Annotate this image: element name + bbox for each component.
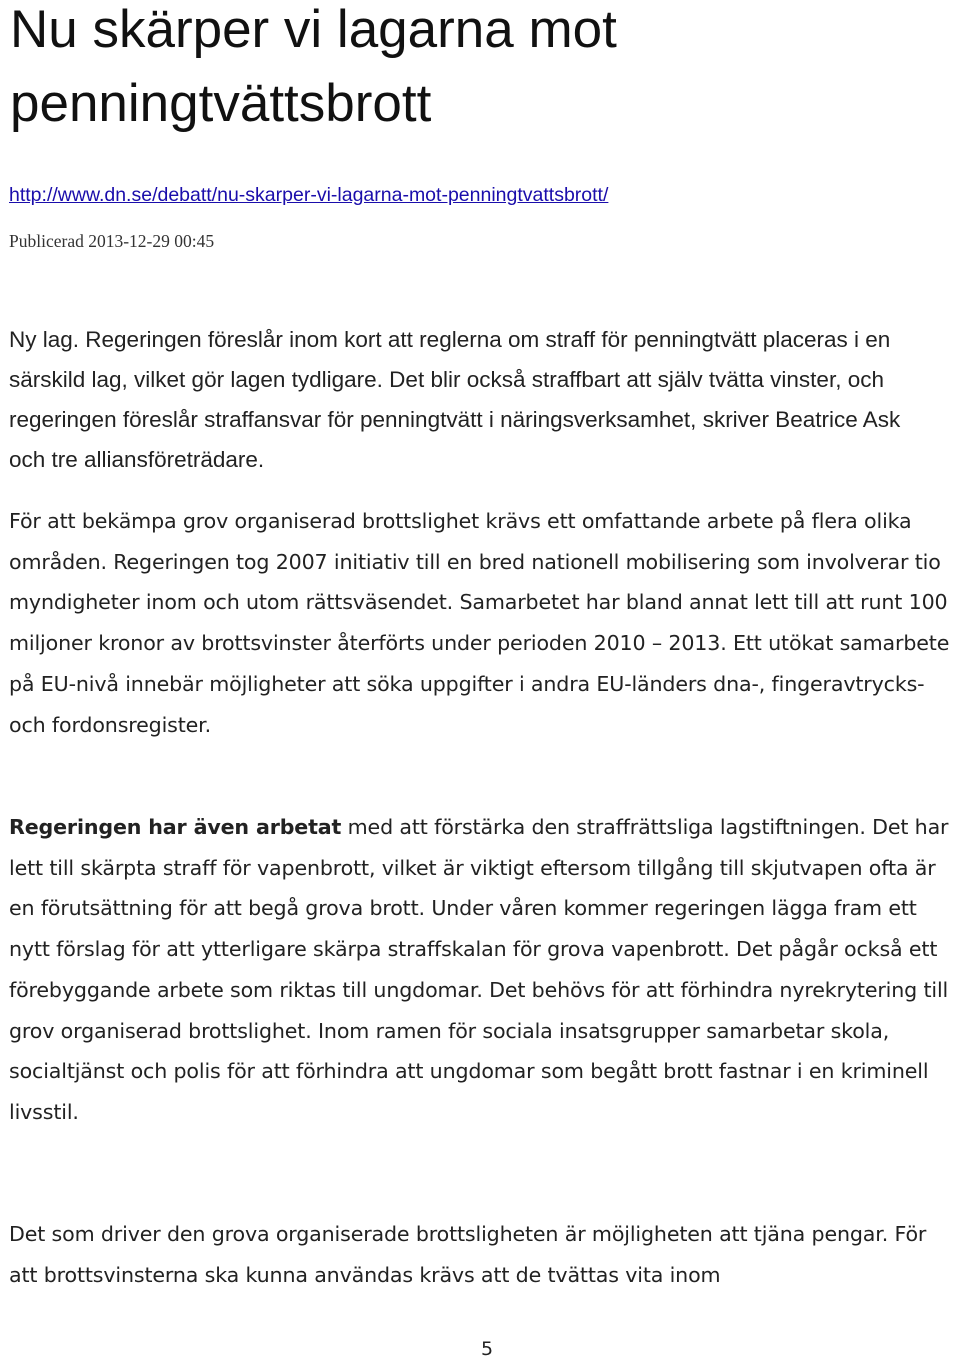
- body-paragraph-1: För att bekämpa grov organiserad brottslighet krävs ett omfattande arbete på flera olika områden. Regeringen tog 2007 initiativ till en bred nationell mobilisering som involverar tio myndigheter inom och utom rättsväsendet. Samarbetet har bland annat lett till att runt 100 miljoner kronor av brottsvinster återförts under perioden 2010 – 2013. Ett utökat samarbete på EU-nivå innebär möjligheter att söka uppgifter i andra EU-länders dna-, fingeravtrycks- och fordonsregister.: [9, 509, 950, 737]
- published-date: Publicerad 2013-12-29 00:45: [9, 231, 215, 251]
- body-paragraph-3: Det som driver den grova organiserade brottsligheten är möjligheten att tjäna pengar. För att brottsvinsterna ska kunna användas krävs att de tvättas vita inom: [9, 1222, 927, 1287]
- paragraph-2-lead-in: Regeringen har även arbetat: [9, 815, 342, 839]
- article-title: Nu skärper vi lagarna mot penningtvättsbrott: [10, 0, 617, 133]
- article-url-link[interactable]: http://www.dn.se/debatt/nu-skarper-vi-lagarna-mot-penningtvattsbrott/: [9, 184, 609, 206]
- body-paragraph-2: [9, 807, 957, 1133]
- page-number: 5: [481, 1338, 494, 1360]
- lead-paragraph: Ny lag. Regeringen föreslår inom kort att reglerna om straff för penningtvätt placeras i en särskild lag, vilket gör lagen tydligare. Det blir också straffbart att själv tvätta vinster, och regeringen föreslår straffansvar för penningtvätt i näringsverksamhet, skriver Beatrice Ask och tre alliansföreträdare.: [9, 327, 901, 472]
- paragraph-2-text: med att förstärka den straffrättsliga lagstiftningen. Det har lett till skärpta straff för vapenbrott, vilket är viktigt eftersom tillgång till skjutvapen ofta är en förutsättning för att begå grova brott. Under våren kommer regeringen lägga fram ett nytt förslag för att ytterligare skärpa straffskalan för grova vapenbrott. Det pågår också ett förebyggande arbete som riktas till ungdomar. Det behövs för att förhindra nyrekrytering till grov organiserad brottslighet. Inom ramen för sociala insatsgrupper samarbetar skola, socialtjänst och polis för att förhindra att ungdomar som begått brott fastnar i en kriminell livsstil.: [9, 815, 949, 1124]
